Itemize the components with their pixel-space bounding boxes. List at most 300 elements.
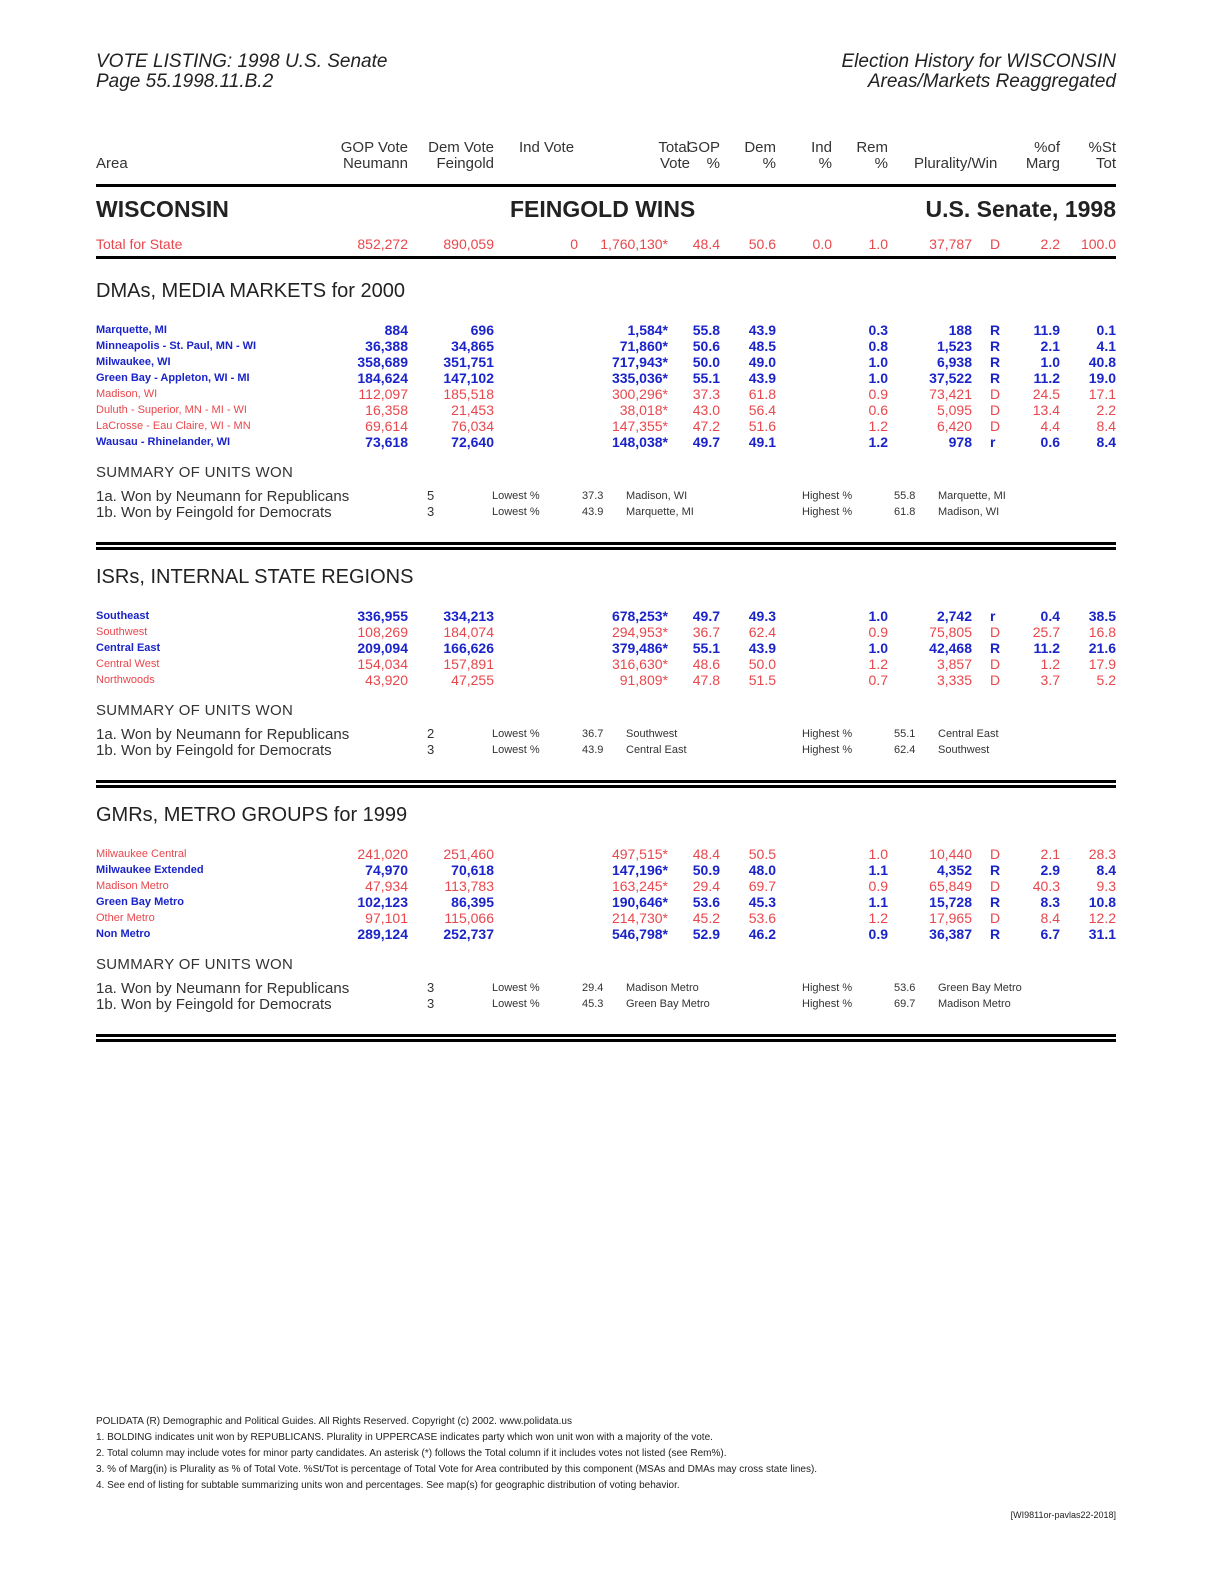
row-win-party: R bbox=[990, 862, 1001, 878]
row-gop: 43,920 bbox=[365, 672, 408, 688]
row-plurality: 5,095 bbox=[936, 402, 972, 418]
summary-high-value: 61.8 bbox=[894, 506, 916, 518]
row-gop-pct: 50.9 bbox=[692, 862, 720, 878]
row-area: Green Bay - Appleton, WI - MI bbox=[96, 372, 250, 384]
section-title: DMAs, MEDIA MARKETS for 2000 bbox=[96, 280, 405, 302]
row-gop: 108,269 bbox=[357, 624, 408, 640]
col-ind-vote: Ind Vote bbox=[519, 139, 575, 156]
row-win-party: R bbox=[990, 926, 1001, 942]
section-rule bbox=[96, 780, 1116, 788]
row-gop-pct: 55.1 bbox=[692, 370, 720, 386]
summary-count: 2 bbox=[427, 726, 435, 741]
summary-high-label: Highest % bbox=[802, 744, 853, 756]
row-area: Central West bbox=[96, 658, 160, 670]
row-gop: 184,624 bbox=[357, 370, 408, 386]
row-dem-pct: 48.0 bbox=[748, 862, 776, 878]
row-gop-pct: 50.6 bbox=[692, 338, 720, 354]
row-gop-pct: 47.2 bbox=[692, 418, 720, 434]
row-rem-pct: 1.1 bbox=[868, 894, 888, 910]
row-sttot: 31.1 bbox=[1088, 926, 1116, 942]
row-dem: 184,074 bbox=[443, 624, 494, 640]
row-marg: 6.7 bbox=[1040, 926, 1060, 942]
row-marg: 2.9 bbox=[1040, 862, 1060, 878]
row-total: 335,036* bbox=[611, 370, 668, 386]
row-rem-pct: 0.9 bbox=[868, 624, 888, 640]
row-dem-pct: 49.3 bbox=[748, 608, 776, 624]
row-gop-pct: 45.2 bbox=[692, 910, 720, 926]
summary-low-area: Madison Metro bbox=[626, 982, 699, 994]
summary-high-value: 53.6 bbox=[894, 982, 916, 994]
row-area: Northwoods bbox=[96, 674, 155, 686]
row-rem-pct: 1.2 bbox=[868, 910, 888, 926]
row-marg: 40.3 bbox=[1032, 878, 1060, 894]
table-row bbox=[96, 354, 1116, 370]
summary-low-area: Southwest bbox=[626, 728, 678, 740]
row-area: Southeast bbox=[96, 610, 150, 622]
row-total: 546,798* bbox=[611, 926, 668, 942]
summary-count: 3 bbox=[427, 996, 435, 1011]
table-row bbox=[96, 322, 1116, 338]
row-dem-pct: 62.4 bbox=[748, 624, 776, 640]
footnote-3: 3. % of Marg(in) is Plurality as % of Total Vote. %St/Tot is percentage of Total Vote for Area contributed by this component (MSAs and DMAs may cross state lines). bbox=[96, 1464, 818, 1475]
row-rem-pct: 1.0 bbox=[868, 354, 888, 370]
row-plurality: 65,849 bbox=[929, 878, 972, 894]
row-plurality: 42,468 bbox=[929, 640, 972, 656]
row-sttot: 17.1 bbox=[1088, 386, 1116, 402]
summary-count: 3 bbox=[427, 504, 435, 519]
section-title: GMRs, METRO GROUPS for 1999 bbox=[96, 804, 408, 826]
row-dem: 86,395 bbox=[451, 894, 494, 910]
row-win-party: R bbox=[990, 322, 1001, 338]
row-total: 147,355* bbox=[611, 418, 668, 434]
col-rem-pct: Rem % bbox=[856, 139, 888, 172]
summary-low-value: 29.4 bbox=[582, 982, 604, 994]
page-header-right bbox=[842, 52, 1117, 92]
listing-code: [WI9811or-pavlas22-2018] bbox=[1010, 1510, 1116, 1520]
row-rem-pct: 0.6 bbox=[868, 402, 888, 418]
row-marg: 1.0 bbox=[1040, 354, 1060, 370]
summary-low-area: Marquette, MI bbox=[626, 506, 694, 518]
row-marg: 0.6 bbox=[1040, 434, 1060, 450]
row-marg: 24.5 bbox=[1032, 386, 1060, 402]
column-headers bbox=[96, 140, 1116, 182]
row-win-party: D bbox=[990, 846, 1001, 862]
row-plurality: 6,420 bbox=[936, 418, 972, 434]
summary-high-value: 69.7 bbox=[894, 998, 916, 1010]
row-dem: 147,102 bbox=[443, 370, 494, 386]
summary-label: 1b. Won by Feingold for Democrats bbox=[96, 504, 332, 521]
row-area: Green Bay Metro bbox=[96, 896, 185, 908]
row-gop: 884 bbox=[384, 322, 408, 338]
row-sttot: 8.4 bbox=[1096, 418, 1116, 434]
summary-low-label: Lowest % bbox=[492, 506, 540, 518]
row-sttot: 21.6 bbox=[1088, 640, 1116, 656]
row-rem-pct: 0.8 bbox=[868, 338, 888, 354]
row-rem-pct: 1.2 bbox=[868, 656, 888, 672]
row-gop: 74,970 bbox=[365, 862, 408, 878]
row-sttot: 10.8 bbox=[1088, 894, 1116, 910]
summary-high-value: 55.1 bbox=[894, 728, 916, 740]
summary-count: 3 bbox=[427, 742, 435, 757]
summary-high-area: Madison, WI bbox=[938, 506, 1000, 518]
row-marg: 4.4 bbox=[1040, 418, 1060, 434]
row-rem-pct: 0.9 bbox=[868, 926, 888, 942]
row-dem: 251,460 bbox=[443, 846, 494, 862]
row-plurality: 6,938 bbox=[936, 354, 972, 370]
summary-low-label: Lowest % bbox=[492, 982, 540, 994]
table-row bbox=[96, 418, 1116, 434]
row-dem-pct: 43.9 bbox=[748, 640, 776, 656]
row-dem: 185,518 bbox=[443, 386, 494, 402]
row-dem: 334,213 bbox=[443, 608, 494, 624]
row-dem: 72,640 bbox=[451, 434, 494, 450]
row-dem-pct: 50.5 bbox=[748, 846, 776, 862]
section-rule bbox=[96, 1034, 1116, 1042]
row-area: Minneapolis - St. Paul, MN - WI bbox=[96, 340, 257, 352]
summary-count: 5 bbox=[427, 488, 435, 503]
row-area: Southwest bbox=[96, 626, 148, 638]
summary-line bbox=[96, 504, 1116, 520]
row-plurality: 75,805 bbox=[929, 624, 972, 640]
summary-high-area: Madison Metro bbox=[938, 998, 1011, 1010]
row-dem-pct: 48.5 bbox=[748, 338, 776, 354]
row-dem: 113,783 bbox=[444, 878, 494, 894]
row-plurality: 978 bbox=[948, 434, 972, 450]
row-rem-pct: 1.2 bbox=[868, 434, 888, 450]
row-total: 148,038* bbox=[611, 434, 668, 450]
state-total-row: Total for State 852,272 890,059 0 1,760,130* 48.4 50.6 0.0 1.0 37,787 D 2.2 100.0 bbox=[96, 236, 1116, 252]
col-gop-vote: GOP Vote Neumann bbox=[340, 139, 408, 172]
summary-high-area: Central East bbox=[938, 728, 999, 740]
row-sttot: 17.9 bbox=[1088, 656, 1116, 672]
row-dem-pct: 49.1 bbox=[748, 434, 776, 450]
summary-low-label: Lowest % bbox=[492, 744, 540, 756]
row-rem-pct: 0.7 bbox=[868, 672, 888, 688]
row-gop-pct: 36.7 bbox=[692, 624, 720, 640]
row-sttot: 5.2 bbox=[1096, 672, 1116, 688]
row-plurality: 36,387 bbox=[929, 926, 972, 942]
row-gop: 16,358 bbox=[365, 402, 408, 418]
row-marg: 3.7 bbox=[1040, 672, 1060, 688]
row-marg: 11.2 bbox=[1033, 370, 1060, 386]
row-gop-pct: 55.1 bbox=[692, 640, 720, 656]
row-win-party: D bbox=[990, 402, 1001, 418]
row-dem: 166,626 bbox=[443, 640, 494, 656]
summary-line bbox=[96, 996, 1116, 1012]
row-rem-pct: 1.1 bbox=[868, 862, 888, 878]
row-win-party: D bbox=[990, 910, 1001, 926]
row-dem: 115,066 bbox=[444, 910, 494, 926]
row-gop-pct: 52.9 bbox=[692, 926, 720, 942]
history-subtitle: Areas/Markets Reaggregated bbox=[867, 71, 1116, 92]
row-total: 163,245* bbox=[611, 878, 668, 894]
row-rem-pct: 0.9 bbox=[868, 386, 888, 402]
summary-low-area: Green Bay Metro bbox=[626, 998, 710, 1010]
row-marg: 2.1 bbox=[1040, 846, 1060, 862]
state-rule bbox=[96, 256, 1116, 259]
row-dem-pct: 43.9 bbox=[748, 370, 776, 386]
row-gop: 36,388 bbox=[365, 338, 408, 354]
row-rem-pct: 0.3 bbox=[868, 322, 888, 338]
summary-line bbox=[96, 980, 1116, 996]
summary-low-label: Lowest % bbox=[492, 728, 540, 740]
summary-low-value: 37.3 bbox=[582, 490, 604, 502]
summary-high-area: Southwest bbox=[938, 744, 990, 756]
row-gop: 112,097 bbox=[358, 386, 408, 402]
row-win-party: r bbox=[990, 434, 996, 450]
row-total: 379,486* bbox=[611, 640, 668, 656]
row-gop-pct: 49.7 bbox=[692, 434, 720, 450]
row-gop: 209,094 bbox=[357, 640, 408, 656]
row-rem-pct: 1.2 bbox=[868, 418, 888, 434]
footnote-2: 2. Total column may include votes for minor party candidates. An asterisk (*) follows the Total column if it includes votes not listed (see Rem%). bbox=[96, 1448, 727, 1459]
row-dem-pct: 45.3 bbox=[748, 894, 776, 910]
row-area: Madison, WI bbox=[96, 388, 158, 400]
row-marg: 8.3 bbox=[1040, 894, 1060, 910]
row-gop-pct: 48.6 bbox=[692, 656, 720, 672]
row-plurality: 188 bbox=[948, 322, 972, 338]
col-area: Area bbox=[96, 155, 128, 172]
summary-high-area: Marquette, MI bbox=[938, 490, 1006, 502]
row-dem: 70,618 bbox=[451, 862, 494, 878]
row-sttot: 38.5 bbox=[1088, 608, 1116, 624]
listing-title: VOTE LISTING: 1998 U.S. Senate bbox=[96, 51, 388, 72]
table-row bbox=[96, 386, 1116, 402]
row-gop: 154,034 bbox=[357, 656, 408, 672]
row-win-party: D bbox=[990, 624, 1001, 640]
summary-label: 1b. Won by Feingold for Democrats bbox=[96, 742, 332, 759]
row-marg: 0.4 bbox=[1040, 608, 1060, 624]
row-total: 71,860* bbox=[619, 338, 668, 354]
row-dem-pct: 69.7 bbox=[748, 878, 776, 894]
row-dem: 252,737 bbox=[443, 926, 494, 942]
row-gop-pct: 55.8 bbox=[692, 322, 720, 338]
row-plurality: 3,857 bbox=[936, 656, 972, 672]
row-dem-pct: 46.2 bbox=[748, 926, 776, 942]
table-row bbox=[96, 862, 1116, 878]
footnote-4: 4. See end of listing for subtable summarizing units won and percentages. See map(s) for geographic distribution of voting behavior. bbox=[96, 1480, 680, 1491]
row-win-party: D bbox=[990, 418, 1001, 434]
row-win-party: R bbox=[990, 354, 1001, 370]
row-area: Milwaukee, WI bbox=[96, 356, 171, 368]
table-row bbox=[96, 672, 1116, 688]
summary-low-area: Central East bbox=[626, 744, 687, 756]
summary-high-label: Highest % bbox=[802, 982, 853, 994]
row-plurality: 10,440 bbox=[929, 846, 972, 862]
row-win-party: R bbox=[990, 640, 1001, 656]
row-dem: 351,751 bbox=[443, 354, 494, 370]
row-total: 497,515* bbox=[611, 846, 668, 862]
row-sttot: 9.3 bbox=[1096, 878, 1116, 894]
row-gop-pct: 53.6 bbox=[692, 894, 720, 910]
row-total: 717,943* bbox=[611, 354, 668, 370]
table-row bbox=[96, 878, 1116, 894]
col-pct-marg: %of Marg bbox=[1025, 139, 1060, 172]
row-sttot: 19.0 bbox=[1088, 370, 1116, 386]
row-area: Wausau - Rhinelander, WI bbox=[96, 436, 231, 448]
row-total: 38,018* bbox=[619, 402, 668, 418]
row-gop-pct: 49.7 bbox=[692, 608, 720, 624]
row-gop-pct: 37.3 bbox=[692, 386, 720, 402]
row-dem-pct: 61.8 bbox=[748, 386, 776, 402]
row-total: 300,296* bbox=[611, 386, 668, 402]
col-dem-pct: Dem % bbox=[744, 139, 776, 172]
row-gop: 97,101 bbox=[365, 910, 408, 926]
row-marg: 25.7 bbox=[1032, 624, 1060, 640]
row-sttot: 28.3 bbox=[1088, 846, 1116, 862]
section-title: ISRs, INTERNAL STATE REGIONS bbox=[96, 566, 414, 588]
row-win-party: R bbox=[990, 338, 1001, 354]
row-dem-pct: 51.5 bbox=[748, 672, 776, 688]
row-dem-pct: 51.6 bbox=[748, 418, 776, 434]
race-banner bbox=[96, 196, 1116, 226]
row-plurality: 37,522 bbox=[929, 370, 972, 386]
row-sttot: 8.4 bbox=[1096, 862, 1116, 878]
table-row bbox=[96, 338, 1116, 354]
summary-low-value: 43.9 bbox=[582, 744, 604, 756]
row-marg: 1.2 bbox=[1040, 656, 1060, 672]
summary-title: SUMMARY OF UNITS WON bbox=[96, 464, 294, 481]
row-total: 91,809* bbox=[619, 672, 668, 688]
row-plurality: 73,421 bbox=[929, 386, 972, 402]
summary-line bbox=[96, 742, 1116, 758]
row-marg: 2.1 bbox=[1040, 338, 1060, 354]
row-win-party: D bbox=[990, 672, 1001, 688]
row-dem-pct: 43.9 bbox=[748, 322, 776, 338]
summary-label: 1b. Won by Feingold for Democrats bbox=[96, 996, 332, 1013]
footnotes bbox=[96, 1414, 817, 1494]
table-row bbox=[96, 434, 1116, 450]
row-sttot: 8.4 bbox=[1096, 434, 1116, 450]
row-sttot: 12.2 bbox=[1088, 910, 1116, 926]
row-sttot: 2.2 bbox=[1096, 402, 1116, 418]
col-gop-pct: GOP % bbox=[686, 139, 720, 172]
row-dem: 696 bbox=[470, 322, 494, 338]
row-sttot: 0.1 bbox=[1096, 322, 1116, 338]
row-dem-pct: 49.0 bbox=[748, 354, 776, 370]
row-rem-pct: 1.0 bbox=[868, 370, 888, 386]
col-dem-vote: Dem Vote Feingold bbox=[428, 139, 494, 172]
summary-high-label: Highest % bbox=[802, 728, 853, 740]
col-pct-st-tot: %St Tot bbox=[1088, 139, 1116, 172]
summary-high-label: Highest % bbox=[802, 998, 853, 1010]
summary-title: SUMMARY OF UNITS WON bbox=[96, 956, 294, 973]
row-dem: 157,891 bbox=[443, 656, 494, 672]
summary-count: 3 bbox=[427, 980, 435, 995]
section-rule bbox=[96, 542, 1116, 550]
row-gop: 69,614 bbox=[365, 418, 408, 434]
row-rem-pct: 1.0 bbox=[868, 640, 888, 656]
row-win-party: D bbox=[990, 656, 1001, 672]
row-total: 316,630* bbox=[611, 656, 668, 672]
summary-high-value: 55.8 bbox=[894, 490, 916, 502]
row-marg: 11.9 bbox=[1033, 322, 1060, 338]
summary-line bbox=[96, 726, 1116, 742]
state-name: WISCONSIN bbox=[96, 196, 229, 222]
row-area: Non Metro bbox=[96, 928, 151, 940]
summary-low-value: 43.9 bbox=[582, 506, 604, 518]
row-total: 214,730* bbox=[611, 910, 668, 926]
row-gop: 241,020 bbox=[357, 846, 408, 862]
row-sttot: 16.8 bbox=[1088, 624, 1116, 640]
table-row bbox=[96, 894, 1116, 910]
table-row bbox=[96, 402, 1116, 418]
row-plurality: 4,352 bbox=[936, 862, 972, 878]
col-ind-pct: Ind % bbox=[811, 139, 832, 172]
row-area: Duluth - Superior, MN - MI - WI bbox=[96, 404, 247, 416]
page-header-left bbox=[96, 52, 387, 92]
summary-high-area: Green Bay Metro bbox=[938, 982, 1022, 994]
summary-label: 1a. Won by Neumann for Republicans bbox=[96, 488, 350, 505]
row-sttot: 4.1 bbox=[1096, 338, 1116, 354]
row-gop-pct: 47.8 bbox=[692, 672, 720, 688]
row-dem: 47,255 bbox=[451, 672, 494, 688]
row-plurality: 17,965 bbox=[929, 910, 972, 926]
winner-text: FEINGOLD WINS bbox=[510, 196, 696, 222]
row-gop: 102,123 bbox=[357, 894, 408, 910]
row-marg: 11.2 bbox=[1033, 640, 1060, 656]
row-area: Milwaukee Extended bbox=[96, 864, 204, 876]
row-dem-pct: 53.6 bbox=[748, 910, 776, 926]
row-dem: 21,453 bbox=[451, 402, 494, 418]
history-title: Election History for WISCONSIN bbox=[841, 51, 1116, 72]
row-marg: 13.4 bbox=[1032, 402, 1060, 418]
summary-low-label: Lowest % bbox=[492, 490, 540, 502]
summary-low-label: Lowest % bbox=[492, 998, 540, 1010]
summary-high-label: Highest % bbox=[802, 506, 853, 518]
row-gop: 289,124 bbox=[357, 926, 408, 942]
summary-title: SUMMARY OF UNITS WON bbox=[96, 702, 294, 719]
row-total: 1,584* bbox=[627, 322, 668, 338]
page-number: Page 55.1998.11.B.2 bbox=[96, 71, 274, 92]
table-row bbox=[96, 656, 1116, 672]
row-gop: 73,618 bbox=[365, 434, 408, 450]
summary-low-value: 36.7 bbox=[582, 728, 604, 740]
row-plurality: 2,742 bbox=[936, 608, 972, 624]
row-plurality: 3,335 bbox=[936, 672, 972, 688]
row-marg: 8.4 bbox=[1040, 910, 1060, 926]
row-area: Other Metro bbox=[96, 912, 155, 924]
summary-label: 1a. Won by Neumann for Republicans bbox=[96, 726, 350, 743]
header-rule bbox=[96, 184, 1116, 187]
table-row bbox=[96, 846, 1116, 862]
row-area: Milwaukee Central bbox=[96, 848, 187, 860]
row-total: 190,646* bbox=[611, 894, 668, 910]
summary-high-label: Highest % bbox=[802, 490, 853, 502]
row-rem-pct: 1.0 bbox=[868, 846, 888, 862]
summary-low-value: 45.3 bbox=[582, 998, 604, 1010]
row-total: 147,196* bbox=[611, 862, 668, 878]
row-plurality: 1,523 bbox=[936, 338, 972, 354]
row-area: Central East bbox=[96, 642, 161, 654]
row-dem-pct: 56.4 bbox=[748, 402, 776, 418]
row-rem-pct: 0.9 bbox=[868, 878, 888, 894]
table-row bbox=[96, 370, 1116, 386]
row-gop-pct: 43.0 bbox=[692, 402, 720, 418]
summary-label: 1a. Won by Neumann for Republicans bbox=[96, 980, 350, 997]
table-row bbox=[96, 910, 1116, 926]
row-area: Madison Metro bbox=[96, 880, 169, 892]
table-row bbox=[96, 624, 1116, 640]
row-win-party: R bbox=[990, 370, 1001, 386]
row-area: LaCrosse - Eau Claire, WI - MN bbox=[96, 420, 251, 432]
table-row bbox=[96, 608, 1116, 624]
row-area: Marquette, MI bbox=[96, 324, 167, 336]
col-plurality-win: Plurality/Win bbox=[914, 155, 998, 172]
row-gop-pct: 48.4 bbox=[692, 846, 720, 862]
summary-high-value: 62.4 bbox=[894, 744, 916, 756]
row-total: 678,253* bbox=[611, 608, 668, 624]
